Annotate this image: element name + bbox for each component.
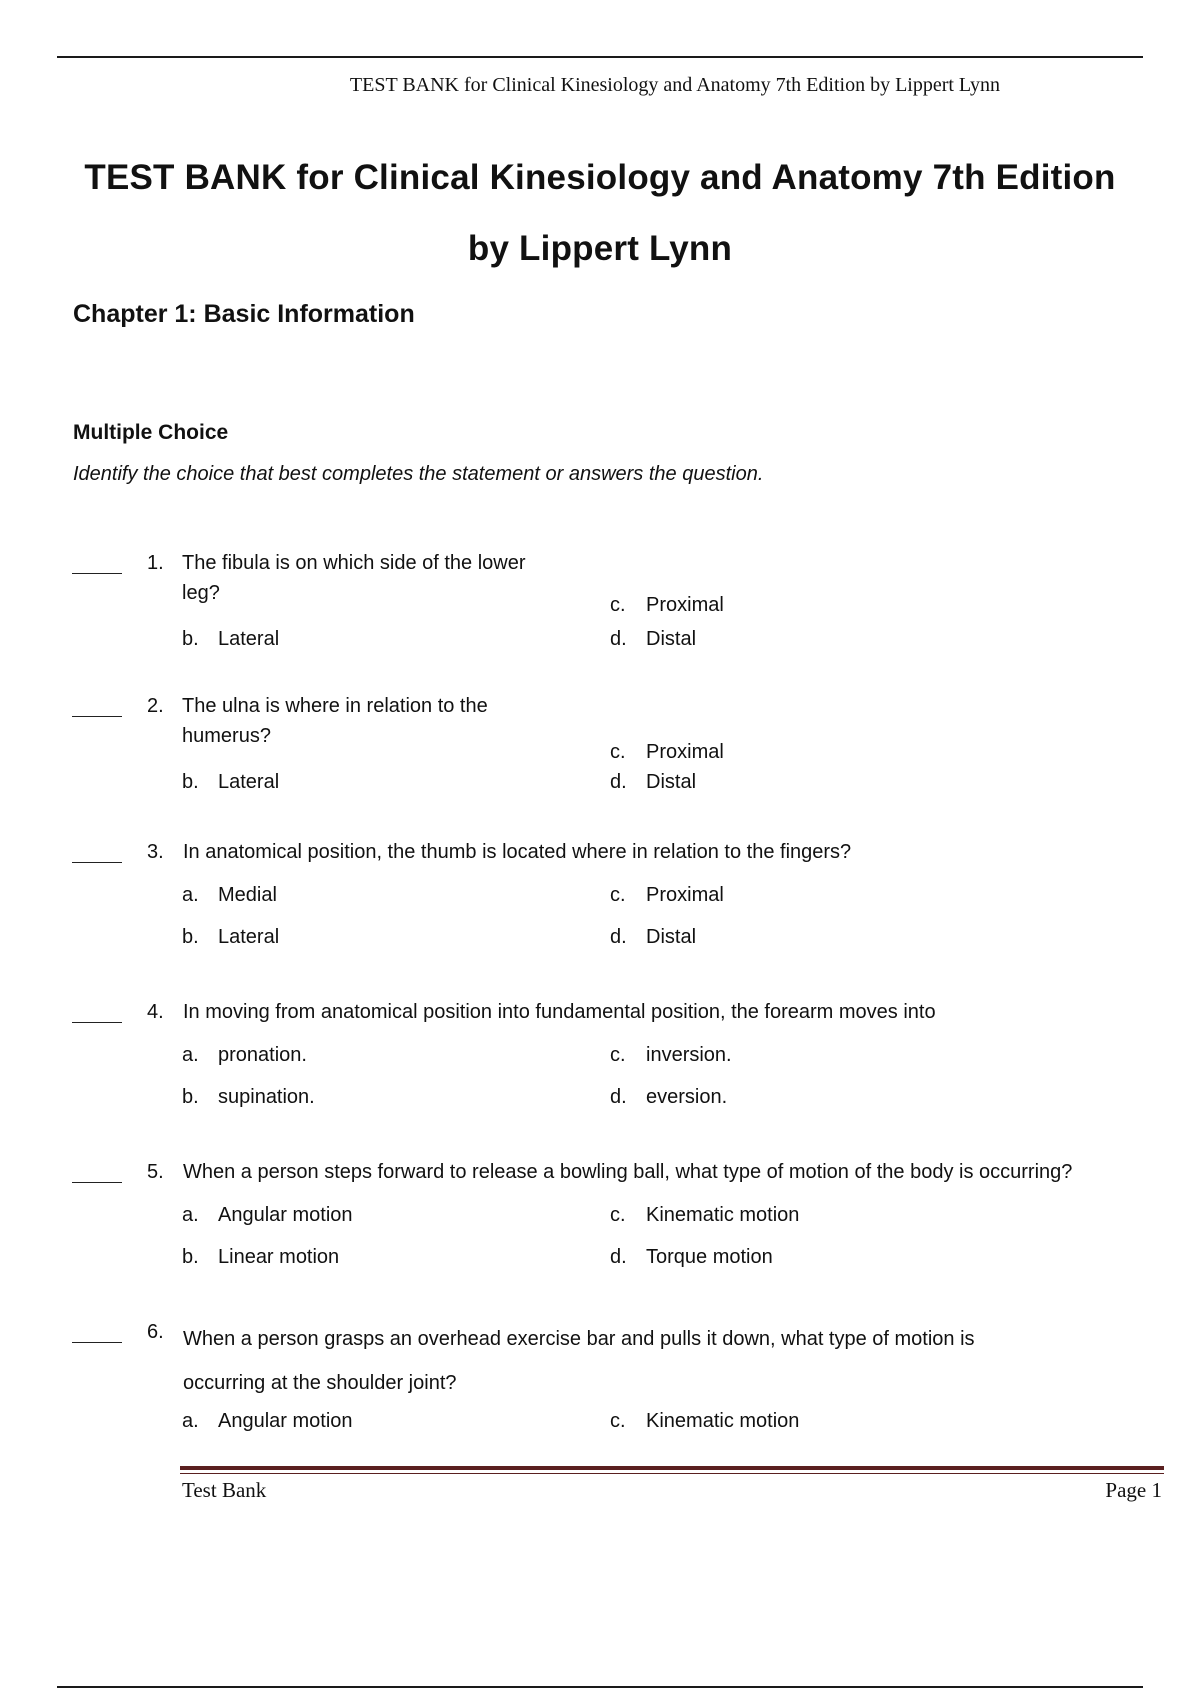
question-number: 5.	[147, 1161, 164, 1183]
choice-text: Lateral	[218, 771, 280, 793]
choice-letter: c.	[610, 1204, 626, 1226]
footer-rule	[180, 1466, 1164, 1470]
top-rule	[57, 56, 1143, 58]
question-text	[183, 837, 851, 867]
choice-b[interactable]	[182, 628, 279, 651]
choice-text: Distal	[646, 926, 697, 948]
choice-letter: a.	[182, 1410, 199, 1432]
question-number: 1.	[147, 552, 164, 574]
document-title-line-1: TEST BANK for Clinical Kinesiology and Anatomy 7th Edition	[84, 158, 1116, 197]
choice-text: inversion.	[646, 1044, 732, 1066]
question-text	[182, 548, 526, 608]
choice-text: Lateral	[218, 628, 280, 650]
choice-a[interactable]	[182, 1410, 353, 1433]
choice-d[interactable]	[610, 771, 696, 794]
choice-c[interactable]	[610, 884, 724, 907]
answer-blank[interactable]	[72, 862, 122, 863]
page-number: Page 1	[1105, 1478, 1162, 1502]
choice-d[interactable]	[610, 1246, 773, 1269]
choice-c[interactable]	[610, 741, 724, 764]
footer-label: Test Bank	[182, 1478, 267, 1502]
choice-text: Angular motion	[218, 1410, 353, 1432]
question-text-line: humerus?	[182, 725, 271, 747]
choice-b[interactable]	[182, 771, 279, 794]
chapter-heading: Chapter 1: Basic Information	[73, 300, 415, 328]
question-text-line: When a person steps forward to release a bowling ball, what type of motion of the body is occurring?	[183, 1161, 1073, 1183]
choice-text: Kinematic motion	[646, 1410, 800, 1432]
choice-text: Medial	[218, 884, 277, 906]
choice-letter: c.	[610, 1044, 626, 1066]
choice-c[interactable]	[610, 1044, 732, 1067]
answer-blank[interactable]	[72, 1182, 122, 1183]
question-text-line: In moving from anatomical position into fundamental position, the forearm moves into	[183, 1001, 936, 1023]
choice-b[interactable]	[182, 1246, 339, 1269]
choice-letter: c.	[610, 741, 626, 763]
section-heading: Multiple Choice	[73, 421, 229, 444]
question-number: 3.	[147, 841, 164, 863]
choice-c[interactable]	[610, 1204, 799, 1227]
answer-blank[interactable]	[72, 1342, 122, 1343]
footer-rule-thin	[180, 1473, 1164, 1474]
choice-letter: d.	[610, 1246, 627, 1268]
choice-text: Proximal	[646, 741, 724, 763]
choice-text: Distal	[646, 628, 697, 650]
choice-c[interactable]	[610, 1410, 799, 1433]
document-title-line-2: by Lippert Lynn	[467, 229, 733, 268]
question-text	[183, 1157, 1072, 1187]
choice-letter: b.	[182, 1246, 199, 1268]
choice-letter: c.	[610, 884, 626, 906]
question-text-line: leg?	[182, 582, 220, 604]
choice-text: eversion.	[646, 1086, 728, 1108]
answer-blank[interactable]	[72, 716, 122, 717]
choice-text: pronation.	[218, 1044, 307, 1066]
choice-a[interactable]	[182, 884, 277, 907]
question-text	[183, 1317, 975, 1405]
choice-letter: d.	[610, 628, 627, 650]
choice-text: Linear motion	[218, 1246, 340, 1268]
choice-text: Proximal	[646, 884, 724, 906]
choice-d[interactable]	[610, 926, 696, 949]
choice-b[interactable]	[182, 926, 279, 949]
choice-text: supination.	[218, 1086, 315, 1108]
choice-a[interactable]	[182, 1044, 307, 1067]
choice-letter: a.	[182, 1204, 199, 1226]
question-text-line: occurring at the shoulder joint?	[183, 1372, 457, 1394]
question-text-line: When a person grasps an overhead exercise bar and pulls it down, what type of motion is	[183, 1328, 975, 1350]
choice-text: Angular motion	[218, 1204, 353, 1226]
question-number: 4.	[147, 1001, 164, 1023]
choice-letter: a.	[182, 1044, 199, 1066]
running-header: TEST BANK for Clinical Kinesiology and Anatomy 7th Edition by Lippert Lynn	[349, 74, 1001, 96]
choice-d[interactable]	[610, 1086, 727, 1109]
question-text	[182, 691, 488, 751]
choice-b[interactable]	[182, 1086, 315, 1109]
instructions: Identify the choice that best completes the statement or answers the question.	[73, 463, 764, 485]
choice-letter: b.	[182, 628, 199, 650]
choice-letter: b.	[182, 771, 199, 793]
choice-letter: a.	[182, 884, 199, 906]
choice-letter: d.	[610, 926, 627, 948]
choice-letter: c.	[610, 1410, 626, 1432]
choice-text: Lateral	[218, 926, 280, 948]
question-text-line: The ulna is where in relation to the	[182, 695, 488, 717]
choice-c[interactable]	[610, 594, 724, 617]
choice-text: Torque motion	[646, 1246, 773, 1268]
question-text-line: The fibula is on which side of the lower	[182, 552, 526, 574]
choice-letter: b.	[182, 926, 199, 948]
question-number: 2.	[147, 695, 164, 717]
choice-letter: c.	[610, 594, 626, 616]
choice-text: Distal	[646, 771, 697, 793]
choice-a[interactable]	[182, 1204, 353, 1227]
answer-blank[interactable]	[72, 573, 122, 574]
question-text-line: In anatomical position, the thumb is located where in relation to the fingers?	[183, 841, 852, 863]
choice-text: Kinematic motion	[646, 1204, 800, 1226]
choice-d[interactable]	[610, 628, 696, 651]
choice-letter: b.	[182, 1086, 199, 1108]
question-text	[183, 997, 936, 1027]
bottom-rule	[57, 1686, 1143, 1688]
choice-text: Proximal	[646, 594, 724, 616]
choice-letter: d.	[610, 771, 627, 793]
answer-blank[interactable]	[72, 1022, 122, 1023]
choice-letter: d.	[610, 1086, 627, 1108]
question-number: 6.	[147, 1321, 164, 1343]
